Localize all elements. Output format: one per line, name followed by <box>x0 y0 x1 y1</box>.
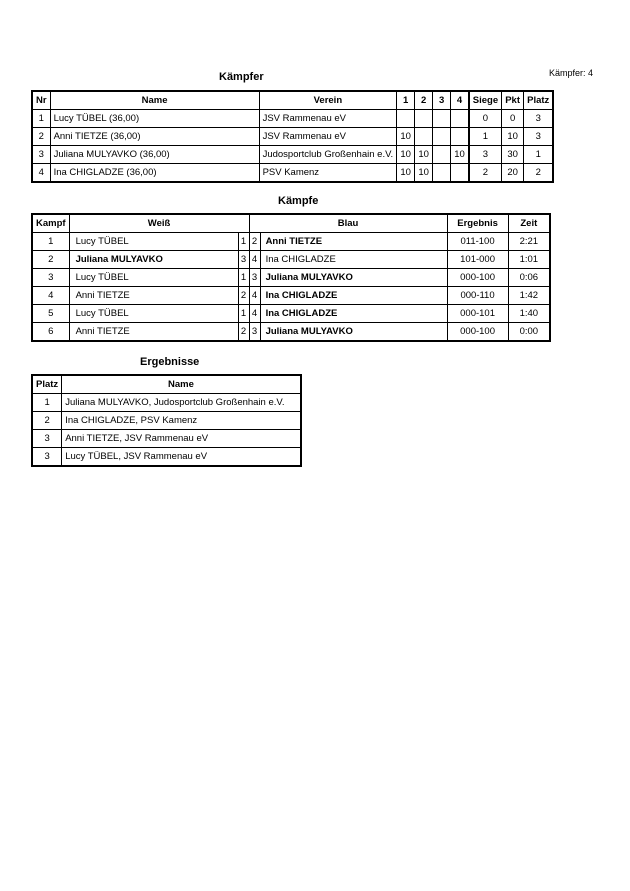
fighter-row <box>32 146 553 164</box>
fighter-row <box>32 110 553 128</box>
fighter-name: Ina CHIGLADZE (36,00) <box>50 164 259 183</box>
col-bout-3: 3 <box>433 91 451 110</box>
col-name: Name <box>50 91 259 110</box>
fight-blue-name: Juliana MULYAVKO <box>260 269 447 287</box>
fighter-points: 10 <box>502 128 524 146</box>
fighter-bout-4 <box>451 128 469 146</box>
results-heading: Ergebnisse <box>140 356 200 368</box>
result-place: 2 <box>32 412 62 430</box>
fights-header-row <box>32 214 550 233</box>
fight-blue-nr: 4 <box>249 305 260 323</box>
fighter-bout-4 <box>451 164 469 183</box>
fighter-bout-3 <box>433 146 451 164</box>
fight-no: 3 <box>32 269 69 287</box>
fighter-club: JSV Rammenau eV <box>259 110 397 128</box>
fighter-bout-2 <box>415 128 433 146</box>
fight-blue-name: Anni TIETZE <box>260 233 447 251</box>
fighter-place: 3 <box>524 128 554 146</box>
col-nr: Nr <box>32 91 50 110</box>
col-bout-4: 4 <box>451 91 469 110</box>
fight-time: 2:21 <box>508 233 550 251</box>
fight-white-name: Lucy TÜBEL <box>69 305 238 323</box>
fighter-place: 3 <box>524 110 554 128</box>
fighter-bout-1: 10 <box>397 146 415 164</box>
fighter-bout-1: 10 <box>397 164 415 183</box>
fighter-points: 0 <box>502 110 524 128</box>
fighters-header-row <box>32 91 553 110</box>
fight-result: 000-110 <box>447 287 508 305</box>
fighter-club: JSV Rammenau eV <box>259 128 397 146</box>
result-row <box>32 448 301 467</box>
fight-row <box>32 233 550 251</box>
col-club: Verein <box>259 91 397 110</box>
col-time: Zeit <box>508 214 550 233</box>
fight-no: 6 <box>32 323 69 342</box>
fight-blue-name: Ina CHIGLADZE <box>260 251 447 269</box>
fighter-row <box>32 128 553 146</box>
col-place: Platz <box>524 91 554 110</box>
fight-result: 011-100 <box>447 233 508 251</box>
fight-white-nr: 1 <box>238 305 249 323</box>
col-bout-2: 2 <box>415 91 433 110</box>
result-name: Ina CHIGLADZE, PSV Kamenz <box>62 412 301 430</box>
fight-time: 1:01 <box>508 251 550 269</box>
results-table <box>31 374 302 467</box>
fight-row <box>32 287 550 305</box>
fight-row <box>32 305 550 323</box>
fight-no: 5 <box>32 305 69 323</box>
fight-white-nr: 1 <box>238 269 249 287</box>
fight-white-nr: 2 <box>238 287 249 305</box>
col-result-place: Platz <box>32 375 62 394</box>
fight-time: 1:40 <box>508 305 550 323</box>
col-fight-no: Kampf <box>32 214 69 233</box>
fight-time: 0:00 <box>508 323 550 342</box>
fighter-club: Judosportclub Großenhain e.V. <box>259 146 397 164</box>
fighter-bout-4 <box>451 110 469 128</box>
fight-white-name: Anni TIETZE <box>69 287 238 305</box>
fighter-bout-3 <box>433 128 451 146</box>
fight-blue-nr: 4 <box>249 287 260 305</box>
fighter-row <box>32 164 553 183</box>
fight-blue-name: Juliana MULYAVKO <box>260 323 447 342</box>
fight-white-name: Anni TIETZE <box>69 323 238 342</box>
fighter-nr: 3 <box>32 146 50 164</box>
result-row <box>32 430 301 448</box>
fights-table <box>31 213 551 342</box>
fighter-bout-2: 10 <box>415 146 433 164</box>
fight-blue-nr: 3 <box>249 269 260 287</box>
fight-blue-nr: 2 <box>249 233 260 251</box>
col-wins: Siege <box>469 91 502 110</box>
fight-time: 0:06 <box>508 269 550 287</box>
fight-time: 1:42 <box>508 287 550 305</box>
fighter-wins: 1 <box>469 128 502 146</box>
fighter-wins: 3 <box>469 146 502 164</box>
fighter-nr: 1 <box>32 110 50 128</box>
fighter-bout-1: 10 <box>397 128 415 146</box>
fight-result: 000-100 <box>447 323 508 342</box>
col-result: Ergebnis <box>447 214 508 233</box>
fight-row <box>32 251 550 269</box>
fighter-points: 20 <box>502 164 524 183</box>
result-place: 1 <box>32 394 62 412</box>
fight-white-name: Juliana MULYAVKO <box>69 251 238 269</box>
fighter-bout-4: 10 <box>451 146 469 164</box>
fight-result: 000-100 <box>447 269 508 287</box>
fight-white-name: Lucy TÜBEL <box>69 269 238 287</box>
result-place: 3 <box>32 430 62 448</box>
fight-no: 4 <box>32 287 69 305</box>
fighter-wins: 2 <box>469 164 502 183</box>
fighter-nr: 2 <box>32 128 50 146</box>
fighters-table <box>31 90 554 183</box>
fighter-bout-2: 10 <box>415 164 433 183</box>
fighter-points: 30 <box>502 146 524 164</box>
fight-blue-nr: 4 <box>249 251 260 269</box>
fight-blue-name: Ina CHIGLADZE <box>260 287 447 305</box>
fighter-bout-3 <box>433 164 451 183</box>
result-row <box>32 412 301 430</box>
fights-heading: Kämpfe <box>278 195 319 207</box>
fighter-place: 2 <box>524 164 554 183</box>
fight-white-nr: 2 <box>238 323 249 342</box>
col-result-name: Name <box>62 375 301 394</box>
fight-no: 2 <box>32 251 69 269</box>
fighters-heading: Kämpfer <box>219 71 264 83</box>
col-points: Pkt <box>502 91 524 110</box>
fight-white-nr: 1 <box>238 233 249 251</box>
result-row <box>32 394 301 412</box>
fighter-bout-2 <box>415 110 433 128</box>
fight-result: 101-000 <box>447 251 508 269</box>
col-blue: Blau <box>249 214 447 233</box>
fighter-wins: 0 <box>469 110 502 128</box>
col-bout-1: 1 <box>397 91 415 110</box>
fighter-place: 1 <box>524 146 554 164</box>
fighter-name: Lucy TÜBEL (36,00) <box>50 110 259 128</box>
col-white: Weiß <box>69 214 249 233</box>
result-name: Lucy TÜBEL, JSV Rammenau eV <box>62 448 301 467</box>
fight-blue-name: Ina CHIGLADZE <box>260 305 447 323</box>
result-place: 3 <box>32 448 62 467</box>
fight-white-name: Lucy TÜBEL <box>69 233 238 251</box>
fight-blue-nr: 3 <box>249 323 260 342</box>
fighter-club: PSV Kamenz <box>259 164 397 183</box>
fighter-bout-3 <box>433 110 451 128</box>
fighter-name: Juliana MULYAVKO (36,00) <box>50 146 259 164</box>
fighter-nr: 4 <box>32 164 50 183</box>
result-name: Anni TIETZE, JSV Rammenau eV <box>62 430 301 448</box>
fight-no: 1 <box>32 233 69 251</box>
fighter-bout-1 <box>397 110 415 128</box>
fighter-name: Anni TIETZE (36,00) <box>50 128 259 146</box>
fight-row <box>32 269 550 287</box>
fight-white-nr: 3 <box>238 251 249 269</box>
results-header-row <box>32 375 301 394</box>
fighter-count: Kämpfer: 4 <box>549 68 594 78</box>
result-name: Juliana MULYAVKO, Judosportclub Großenhain e.V. <box>62 394 301 412</box>
fight-row <box>32 323 550 342</box>
fight-result: 000-101 <box>447 305 508 323</box>
